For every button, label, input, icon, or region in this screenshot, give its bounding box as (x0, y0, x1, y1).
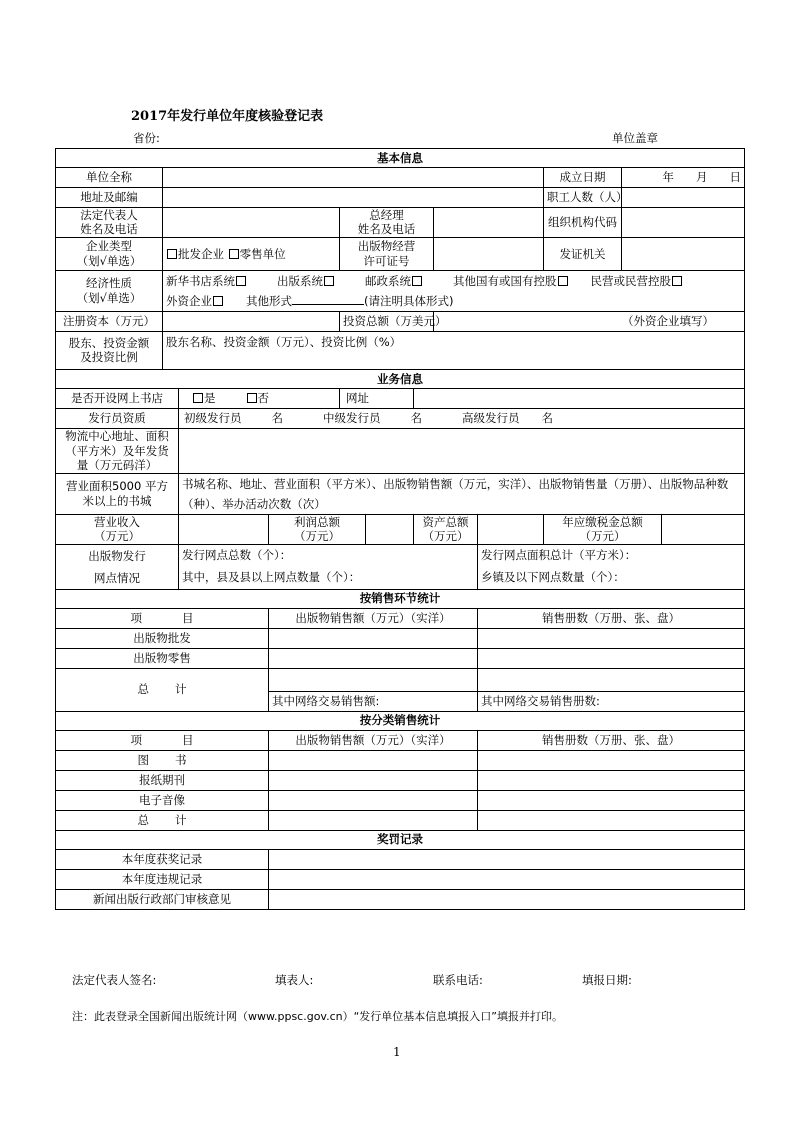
qualification-label: 发行员资质 (56, 408, 179, 428)
econ-other-note: (请注明具体形式) (364, 293, 454, 308)
license-field[interactable] (434, 237, 544, 270)
issuer-field[interactable] (622, 237, 745, 270)
seal-label: 单位盖章 (612, 131, 658, 145)
section-business-info: 业务信息 (56, 369, 745, 388)
econ-private: 民营或民营控股 (590, 273, 671, 288)
page-number: 1 (393, 1045, 401, 1059)
unit-name-field[interactable] (163, 168, 544, 188)
reg-capital-field[interactable] (163, 311, 340, 331)
econ-postal-checkbox[interactable] (412, 276, 422, 286)
province-label: 省份: (133, 131, 160, 145)
cat-col-item: 项 目 (56, 730, 269, 750)
section-by-stage: 按销售环节统计 (56, 589, 745, 608)
stage-wholesale-amount[interactable] (269, 628, 478, 648)
stage-online-volume[interactable]: 其中网络交易销售册数: (478, 691, 745, 711)
shareholder-field[interactable]: 股东名称、投资金额（万元）、投资比例（%） (163, 331, 745, 369)
county-outlets-field[interactable]: 其中，县及县以上网点数量（个）： (179, 567, 478, 590)
cat-av-volume[interactable] (478, 790, 745, 810)
assets-field[interactable] (478, 514, 544, 544)
outlet-count-field[interactable]: 发行网点总数（个）： (179, 544, 478, 567)
stage-col-amount: 出版物销售额（万元）（实洋） (269, 608, 478, 628)
econ-nature-options (163, 270, 745, 311)
econ-other: 其他形式 (246, 293, 292, 308)
month-label: 月 (696, 170, 708, 185)
econ-publishing: 出版系统 (277, 273, 323, 288)
section-awards: 奖罚记录 (56, 830, 745, 849)
profit-label: 利润总额 （万元） (269, 514, 366, 544)
cat-periodicals-volume[interactable] (478, 770, 745, 790)
award-label: 本年度获奖记录 (56, 849, 269, 869)
big-store-field[interactable]: 书城名称、地址、营业面积（平方米）、出版物销售额（万元，实洋）、出版物销售量（万册）、出版物品种数（种）、举办活动次数（次） (179, 473, 745, 514)
website-label: 网址 (340, 388, 414, 408)
reg-capital-label: 注册资本（万元） (56, 311, 163, 331)
cat-periodicals-amount[interactable] (269, 770, 478, 790)
stage-total-volume[interactable] (478, 668, 745, 691)
gm-label: 总经理 姓名及电话 (340, 208, 434, 238)
assets-label: 资产总额 （万元） (414, 514, 478, 544)
outlet-label: 出版物发行 网点情况 (56, 544, 179, 589)
big-store-label: 营业面积5000 平方 米以上的书城 (56, 473, 179, 514)
stage-total-label: 总 计 (56, 668, 269, 711)
stage-retail-volume[interactable] (478, 648, 745, 668)
section-by-category: 按分类销售统计 (56, 711, 745, 730)
retail-option: 零售单位 (239, 246, 286, 261)
license-label: 出版物经营 许可证号 (340, 237, 434, 270)
online-store-options (179, 388, 340, 408)
cat-av-label: 电子音像 (56, 790, 269, 810)
outlet-area-field[interactable]: 发行网点面积总计（平方米）： (478, 544, 745, 567)
retail-checkbox[interactable] (229, 249, 239, 259)
form-title: 2017年发行单位年度核验登记表 (131, 109, 324, 124)
violation-field[interactable] (269, 869, 745, 889)
stage-retail-amount[interactable] (269, 648, 478, 668)
cat-total-label: 总 计 (56, 810, 269, 830)
filler-label: 填表人: (275, 973, 314, 987)
established-field[interactable] (622, 168, 745, 188)
econ-state-checkbox[interactable] (558, 276, 568, 286)
staff-label: 职工人数（人） (544, 188, 622, 208)
year-label: 年 (662, 170, 674, 185)
online-yes-checkbox[interactable] (193, 393, 203, 403)
registration-form (55, 148, 745, 910)
econ-foreign: 外资企业 (166, 293, 212, 308)
section-basic-info: 基本信息 (56, 149, 745, 168)
econ-postal: 邮政系统 (365, 273, 411, 288)
address-label: 地址及邮编 (56, 188, 163, 208)
legal-rep-field[interactable] (163, 208, 340, 238)
investment-label: 投资总额（万美元） (340, 311, 434, 331)
stage-retail-label: 出版物零售 (56, 648, 269, 668)
review-field[interactable] (269, 889, 745, 909)
award-field[interactable] (269, 849, 745, 869)
shareholder-label: 股东、投资金额 及投资比例 (56, 331, 163, 369)
phone-label: 联系电话: (433, 973, 483, 987)
review-label: 新闻出版行政部门审核意见 (56, 889, 269, 909)
cat-col-volume: 销售册数（万册、张、盘） (478, 730, 745, 750)
econ-other-field[interactable] (292, 293, 364, 305)
website-field[interactable] (414, 388, 745, 408)
address-field[interactable] (163, 188, 544, 208)
econ-publishing-checkbox[interactable] (324, 276, 334, 286)
econ-xinhua: 新华书店系统 (166, 273, 235, 288)
enterprise-type-label: 企业类型 （划√单选） (56, 237, 163, 270)
cat-periodicals-label: 报纸期刊 (56, 770, 269, 790)
logistics-field[interactable] (179, 428, 745, 473)
cat-books-amount[interactable] (269, 750, 478, 770)
econ-nature-label: 经济性质 （划√单选） (56, 270, 163, 311)
online-store-label: 是否开设网上书店 (56, 388, 179, 408)
cat-books-volume[interactable] (478, 750, 745, 770)
econ-xinhua-checkbox[interactable] (236, 276, 246, 286)
wholesale-option: 批发企业 (178, 246, 224, 261)
stage-col-item: 项 目 (56, 608, 269, 628)
day-label: 日 (729, 170, 741, 185)
violation-label: 本年度违规记录 (56, 869, 269, 889)
legal-rep-label: 法定代表人 姓名及电话 (56, 208, 163, 238)
logistics-label: 物流中心地址、面积 （平方米）及年发货 量（万元码洋） (56, 428, 179, 473)
unit-name-label: 单位全称 (56, 168, 163, 188)
town-outlets-field[interactable]: 乡镇及以下网点数量（个）： (478, 567, 745, 590)
cat-books-label: 图 书 (56, 750, 269, 770)
org-code-field[interactable] (622, 208, 745, 238)
tax-label: 年应缴税金总额 （万元） (544, 514, 662, 544)
cat-av-amount[interactable] (269, 790, 478, 810)
enterprise-type-options (163, 237, 340, 270)
stage-total-amount[interactable] (269, 668, 478, 691)
date-label: 填报日期: (582, 973, 632, 987)
cat-col-amount: 出版物销售额（万元）（实洋） (269, 730, 478, 750)
cat-total-amount[interactable] (269, 810, 478, 830)
established-label: 成立日期 (544, 168, 622, 188)
qualification-field[interactable]: 初级发行员 名 中级发行员 名 高级发行员 名 (179, 408, 745, 428)
tax-field[interactable] (662, 514, 745, 544)
cat-total-volume[interactable] (478, 810, 745, 830)
econ-state: 其他国有或国有控股 (453, 273, 557, 288)
footnote: 注：此表登录全国新闻出版统计网（www.ppsc.gov.cn）“发行单位基本信息填报入口”填报并打印。 (72, 1010, 563, 1023)
wholesale-checkbox[interactable] (167, 249, 177, 259)
profit-field[interactable] (366, 514, 414, 544)
econ-foreign-checkbox[interactable] (213, 296, 223, 306)
stage-col-volume: 销售册数（万册、张、盘） (478, 608, 745, 628)
online-no-checkbox[interactable] (247, 393, 257, 403)
econ-private-checkbox[interactable] (672, 276, 682, 286)
org-code-label: 组织机构代码 (544, 208, 622, 238)
investment-field[interactable]: （外资企业填写） (434, 311, 745, 331)
legal-sign-label: 法定代表人签名: (72, 973, 157, 987)
stage-wholesale-volume[interactable] (478, 628, 745, 648)
revenue-field[interactable] (179, 514, 269, 544)
online-no: 否 (257, 391, 269, 406)
issuer-label: 发证机关 (544, 237, 622, 270)
staff-field[interactable] (622, 188, 745, 208)
gm-field[interactable] (434, 208, 544, 238)
revenue-label: 营业收入 （万元） (56, 514, 179, 544)
online-yes: 是 (204, 391, 216, 406)
stage-online-amount[interactable]: 其中网络交易销售额: (269, 691, 478, 711)
stage-wholesale-label: 出版物批发 (56, 628, 269, 648)
